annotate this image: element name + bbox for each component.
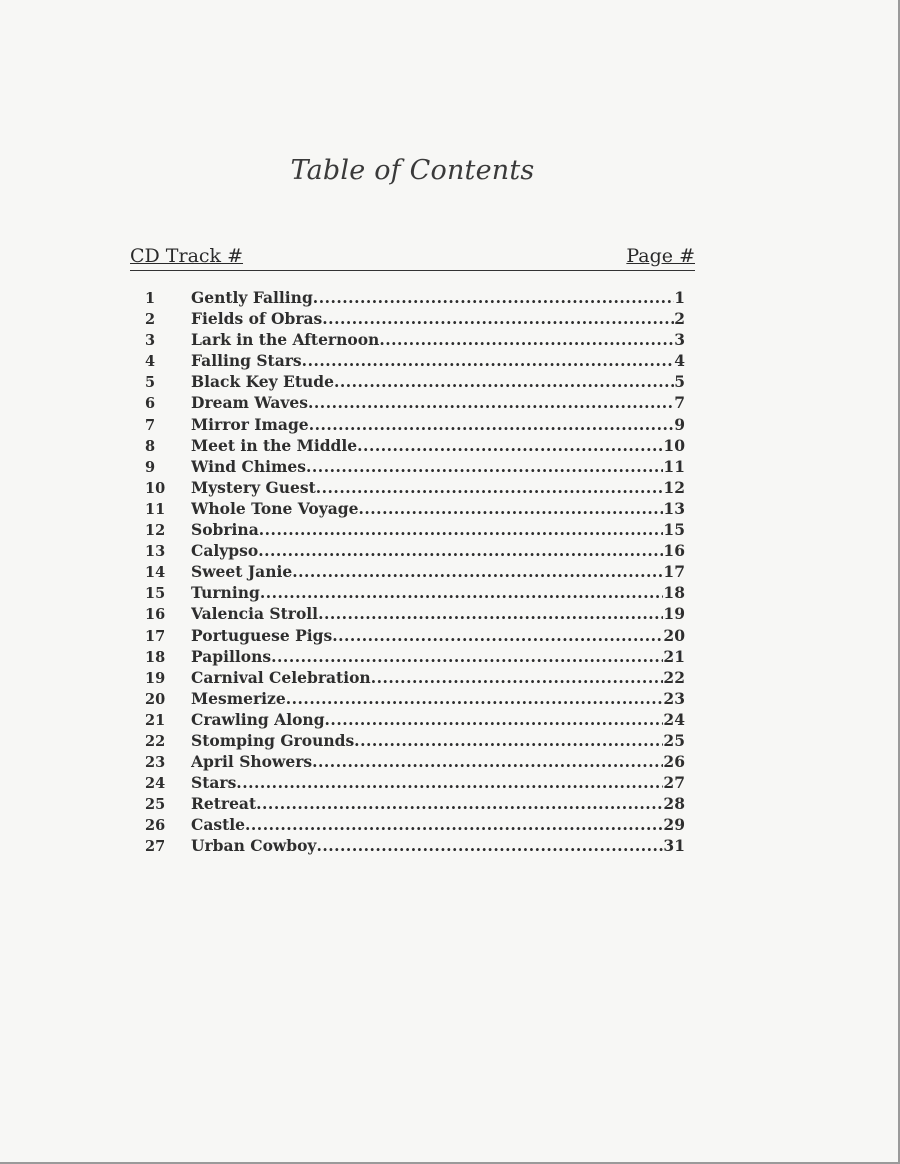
page-number: 16 bbox=[663, 541, 685, 561]
entry-title: Turning bbox=[191, 583, 260, 603]
dot-leader bbox=[306, 457, 663, 476]
dot-leader bbox=[292, 562, 663, 581]
dot-leader bbox=[259, 520, 664, 539]
toc-entry bbox=[145, 499, 685, 520]
page-number: 27 bbox=[663, 773, 685, 793]
toc-entry bbox=[145, 309, 685, 330]
page-number: 24 bbox=[663, 709, 685, 729]
page-number: 18 bbox=[663, 583, 685, 603]
toc-entry bbox=[145, 520, 685, 541]
entry-line bbox=[191, 626, 685, 645]
entry-title: Mesmerize bbox=[191, 688, 286, 708]
dot-leader bbox=[334, 372, 674, 391]
toc-entry bbox=[145, 415, 685, 436]
entry-line bbox=[191, 309, 685, 328]
dot-leader bbox=[316, 836, 663, 855]
dot-leader bbox=[309, 415, 675, 434]
dot-leader bbox=[236, 773, 663, 792]
dot-leader bbox=[371, 668, 664, 687]
page-number: 25 bbox=[663, 730, 685, 750]
track-number: 20 bbox=[145, 690, 166, 708]
entry-title: Mystery Guest bbox=[191, 477, 316, 497]
toc-header bbox=[130, 244, 695, 271]
toc-entry bbox=[145, 710, 685, 731]
entry-title: Whole Tone Voyage bbox=[191, 498, 359, 518]
entry-line bbox=[191, 752, 685, 771]
entry-line bbox=[191, 520, 685, 539]
entry-title: Stomping Grounds bbox=[191, 730, 355, 750]
toc-entry bbox=[145, 330, 685, 351]
entry-line bbox=[191, 541, 685, 560]
track-number: 6 bbox=[145, 395, 156, 413]
entry-line bbox=[191, 710, 685, 729]
dot-leader bbox=[316, 478, 664, 497]
toc-entry bbox=[145, 541, 685, 562]
entry-title: Valencia Stroll bbox=[191, 604, 319, 624]
page-number: 15 bbox=[663, 520, 685, 540]
page-number: 23 bbox=[663, 688, 685, 708]
track-number: 24 bbox=[145, 775, 166, 793]
entry-title: Mirror Image bbox=[191, 414, 309, 434]
entry-title: Black Key Etude bbox=[191, 372, 334, 392]
page-number: 4 bbox=[674, 351, 685, 371]
toc-entry bbox=[145, 668, 685, 689]
track-number: 17 bbox=[145, 627, 166, 645]
page-number: 31 bbox=[663, 836, 685, 856]
track-number: 22 bbox=[145, 732, 166, 750]
entry-line bbox=[191, 393, 685, 412]
track-number: 14 bbox=[145, 564, 166, 582]
dot-leader bbox=[256, 794, 663, 813]
toc-entry bbox=[145, 372, 685, 393]
entry-title: Sobrina bbox=[191, 520, 259, 540]
track-number: 23 bbox=[145, 754, 166, 772]
toc-list bbox=[145, 288, 685, 858]
track-number: 25 bbox=[145, 796, 166, 814]
track-number: 5 bbox=[145, 374, 156, 392]
track-number: 7 bbox=[145, 416, 156, 434]
page-number: 19 bbox=[663, 604, 685, 624]
page-number: 28 bbox=[663, 794, 685, 814]
dot-leader bbox=[379, 330, 674, 349]
toc-entry bbox=[145, 478, 685, 499]
track-number: 26 bbox=[145, 817, 166, 835]
track-number: 18 bbox=[145, 648, 166, 666]
toc-entry bbox=[145, 393, 685, 414]
toc-entry bbox=[145, 457, 685, 478]
page-number: 5 bbox=[674, 372, 685, 392]
header-track-label: CD Track # bbox=[130, 245, 244, 267]
page-number: 17 bbox=[663, 562, 685, 582]
dot-leader bbox=[286, 689, 664, 708]
page-number: 20 bbox=[663, 625, 685, 645]
entry-title: Dream Waves bbox=[191, 393, 309, 413]
page-number: 22 bbox=[663, 667, 685, 687]
page-number: 11 bbox=[663, 456, 685, 476]
toc-entry bbox=[145, 647, 685, 668]
page-number: 3 bbox=[674, 330, 685, 350]
page-title: Table of Contents bbox=[290, 155, 535, 186]
dot-leader bbox=[245, 815, 663, 834]
page-number: 7 bbox=[674, 393, 685, 413]
dot-leader bbox=[260, 583, 664, 602]
entry-line bbox=[191, 415, 685, 434]
dot-leader bbox=[357, 436, 663, 455]
dot-leader bbox=[313, 288, 674, 307]
toc-entry bbox=[145, 351, 685, 372]
page-number: 12 bbox=[663, 477, 685, 497]
page-number: 10 bbox=[663, 435, 685, 455]
entry-line bbox=[191, 351, 685, 370]
toc-entry bbox=[145, 562, 685, 583]
track-number: 12 bbox=[145, 522, 166, 540]
entry-line bbox=[191, 436, 685, 455]
track-number: 10 bbox=[145, 479, 166, 497]
dot-leader bbox=[308, 393, 674, 412]
entry-title: Papillons bbox=[191, 646, 272, 666]
toc-entry bbox=[145, 583, 685, 604]
toc-entry bbox=[145, 773, 685, 794]
entry-line bbox=[191, 773, 685, 792]
entry-title: Meet in the Middle bbox=[191, 435, 358, 455]
entry-title: Carnival Celebration bbox=[191, 667, 371, 687]
track-number: 3 bbox=[145, 332, 156, 350]
entry-line bbox=[191, 794, 685, 813]
dot-leader bbox=[302, 351, 675, 370]
track-number: 2 bbox=[145, 311, 156, 329]
toc-entry bbox=[145, 288, 685, 309]
entry-line bbox=[191, 330, 685, 349]
entry-line bbox=[191, 731, 685, 750]
dot-leader bbox=[358, 499, 663, 518]
entry-title: Castle bbox=[191, 815, 246, 835]
toc-entry bbox=[145, 436, 685, 457]
entry-line bbox=[191, 836, 685, 855]
entry-line bbox=[191, 689, 685, 708]
track-number: 9 bbox=[145, 458, 156, 476]
dot-leader bbox=[318, 604, 663, 623]
track-number: 8 bbox=[145, 437, 156, 455]
toc-entry bbox=[145, 626, 685, 647]
dot-leader bbox=[312, 752, 663, 771]
track-number: 15 bbox=[145, 585, 166, 603]
track-number: 13 bbox=[145, 543, 166, 561]
track-number: 11 bbox=[145, 500, 166, 518]
track-number: 21 bbox=[145, 711, 166, 729]
track-number: 27 bbox=[145, 838, 166, 856]
toc-entry bbox=[145, 836, 685, 857]
entry-line bbox=[191, 604, 685, 623]
toc-entry bbox=[145, 604, 685, 625]
toc-entry bbox=[145, 731, 685, 752]
page-number: 2 bbox=[674, 309, 685, 329]
entry-line bbox=[191, 647, 685, 666]
entry-title: Stars bbox=[191, 773, 237, 793]
dot-leader bbox=[258, 541, 663, 560]
dot-leader bbox=[322, 309, 674, 328]
toc-entry bbox=[145, 689, 685, 710]
dot-leader bbox=[332, 626, 663, 645]
entry-line bbox=[191, 288, 685, 307]
dot-leader bbox=[325, 710, 664, 729]
page-number: 21 bbox=[663, 646, 685, 666]
track-number: 1 bbox=[145, 290, 156, 307]
track-number: 19 bbox=[145, 669, 166, 687]
dot-leader bbox=[271, 647, 663, 666]
dot-leader bbox=[354, 731, 663, 750]
toc-entry bbox=[145, 752, 685, 773]
entry-line bbox=[191, 562, 685, 581]
toc-entry bbox=[145, 815, 685, 836]
page-number: 9 bbox=[674, 414, 685, 434]
toc-entry bbox=[145, 794, 685, 815]
header-page-label: Page # bbox=[626, 245, 695, 267]
entry-title: Calypso bbox=[191, 541, 259, 561]
entry-title: Fields of Obras bbox=[191, 309, 323, 329]
entry-title: April Showers bbox=[191, 752, 313, 772]
entry-title: Sweet Janie bbox=[191, 562, 293, 582]
entry-title: Falling Stars bbox=[191, 351, 302, 371]
page-number: 29 bbox=[663, 815, 685, 835]
entry-title: Retreat bbox=[191, 794, 257, 814]
track-number: 4 bbox=[145, 353, 156, 371]
page-number: 1 bbox=[674, 288, 685, 307]
entry-line bbox=[191, 372, 685, 391]
entry-line bbox=[191, 457, 685, 476]
track-number: 16 bbox=[145, 606, 166, 624]
entry-line bbox=[191, 583, 685, 602]
entry-title: Urban Cowboy bbox=[191, 836, 317, 856]
entry-line bbox=[191, 478, 685, 497]
entry-title: Lark in the Afternoon bbox=[191, 330, 380, 350]
page-number: 26 bbox=[663, 752, 685, 772]
page-number: 13 bbox=[663, 498, 685, 518]
entry-line bbox=[191, 668, 685, 687]
entry-title: Gently Falling bbox=[191, 288, 313, 307]
entry-title: Wind Chimes bbox=[191, 456, 307, 476]
entry-line bbox=[191, 499, 685, 518]
entry-line bbox=[191, 815, 685, 834]
entry-title: Crawling Along bbox=[191, 709, 325, 729]
entry-title: Portuguese Pigs bbox=[191, 625, 333, 645]
